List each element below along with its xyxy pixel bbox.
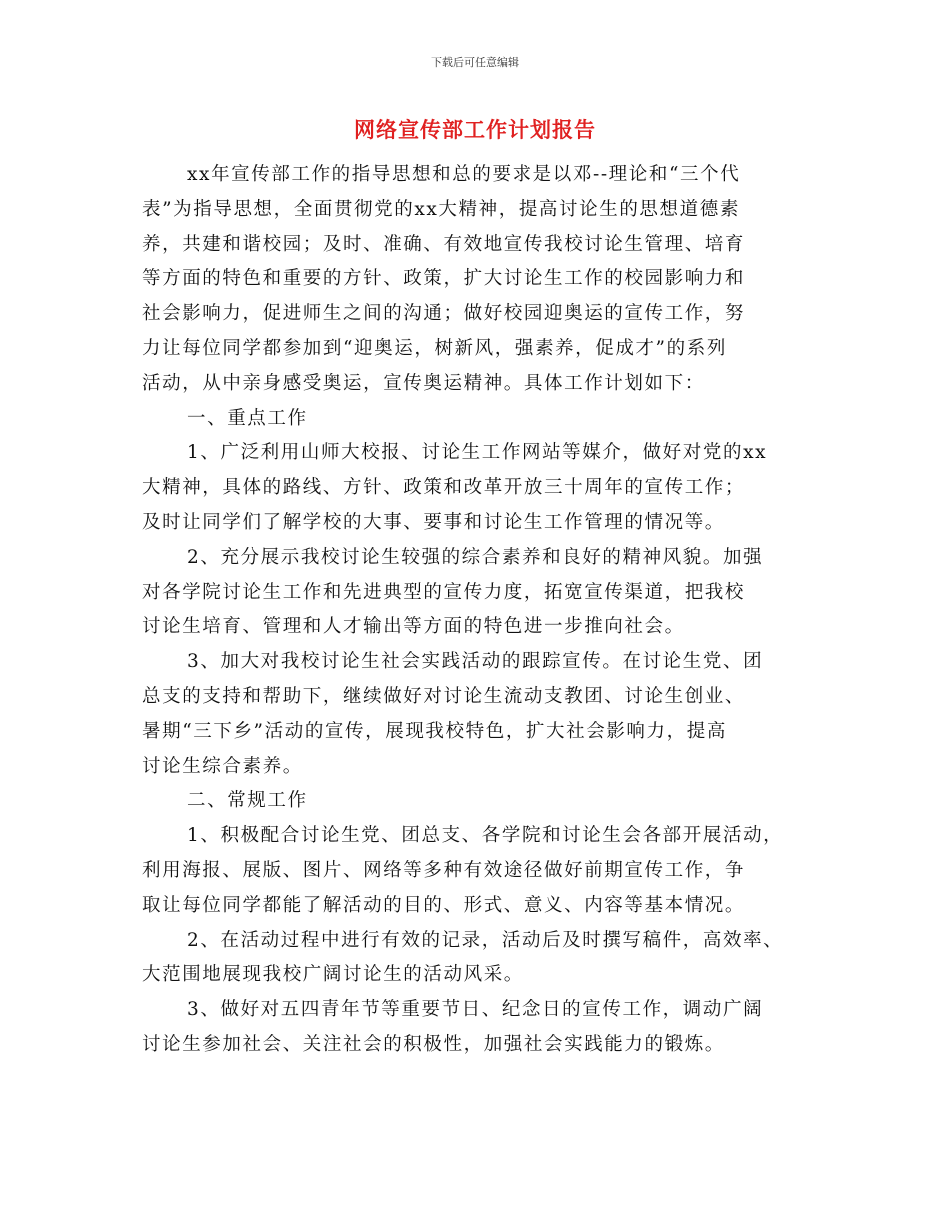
body-line: 等方面的特色和重要的方针、政策，扩大讨论生工作的校园影响力和 bbox=[142, 268, 746, 290]
body-line: 1、广泛利用山师大校报、讨论生工作网站等媒介，做好对党的xx bbox=[187, 442, 768, 464]
body-line: 养，共建和谐校园；及时、准确、有效地宣传我校讨论生管理、培育 bbox=[142, 233, 746, 255]
body-line: 活动，从中亲身感受奥运，宣传奥运精神。具体工作计划如下： bbox=[142, 372, 705, 394]
body-line: 3、加大对我校讨论生社会实践活动的跟踪宣传。在讨论生党、团 bbox=[187, 651, 764, 673]
body-line: xx年宣传部工作的指导思想和总的要求是以邓--理论和“三个代 bbox=[187, 164, 741, 185]
body-line: 社会影响力，促进师生之间的沟通；做好校园迎奥运的宣传工作，努 bbox=[142, 303, 746, 325]
body-line: 大精神，具体的路线、方针、政策和改革开放三十周年的宣传工作； bbox=[142, 477, 746, 499]
document-title: 网络宣传部工作计划报告 bbox=[354, 117, 596, 142]
body-line: 讨论生综合素养。 bbox=[142, 755, 303, 777]
body-line: 大范围地展现我校广阔讨论生的活动风采。 bbox=[142, 964, 524, 986]
body-line: 讨论生培育、管理和人才输出等方面的特色进一步推向社会。 bbox=[142, 616, 685, 638]
body-line: 3、做好对五四青年节等重要节日、纪念日的宣传工作，调动广阔 bbox=[187, 999, 764, 1021]
body-line: 利用海报、展版、图片、网络等多种有效途径做好前期宣传工作，争 bbox=[142, 859, 746, 881]
body-line: 表”为指导思想，全面贯彻党的xx大精神，提高讨论生的思想道德素 bbox=[142, 198, 740, 220]
body-line: 及时让同学们了解学校的大事、要事和讨论生工作管理的情况等。 bbox=[142, 511, 725, 533]
body-line: 取让每位同学都能了解活动的目的、形式、意义、内容等基本情况。 bbox=[142, 894, 746, 916]
body-line: 力让每位同学都参加到“迎奥运，树新风，强素养，促成才”的系列 bbox=[142, 337, 727, 359]
header-note: 下载后可任意编辑 bbox=[431, 56, 519, 69]
body-line: 2、在活动过程中进行有效的记录，活动后及时撰写稿件，高效率、 bbox=[187, 929, 784, 951]
body-line: 2、充分展示我校讨论生较强的综合素养和良好的精神风貌。加强 bbox=[187, 546, 764, 568]
body-line: 1、积极配合讨论生党、团总支、各学院和讨论生会各部开展活动， bbox=[187, 825, 784, 847]
section-heading: 一、重点工作 bbox=[187, 407, 308, 429]
document-body bbox=[142, 158, 822, 1063]
section-heading: 二、常规工作 bbox=[187, 790, 308, 812]
body-line: 讨论生参加社会、关注社会的积极性，加强社会实践能力的锻炼。 bbox=[142, 1033, 725, 1055]
body-line: 对各学院讨论生工作和先进典型的宣传力度，拓宽宣传渠道，把我校 bbox=[142, 581, 746, 603]
body-line: 总支的支持和帮助下，继续做好对讨论生流动支教团、讨论生创业、 bbox=[142, 685, 746, 707]
body-line: 暑期“三下乡”活动的宣传，展现我校特色，扩大社会影响力，提高 bbox=[142, 720, 727, 742]
